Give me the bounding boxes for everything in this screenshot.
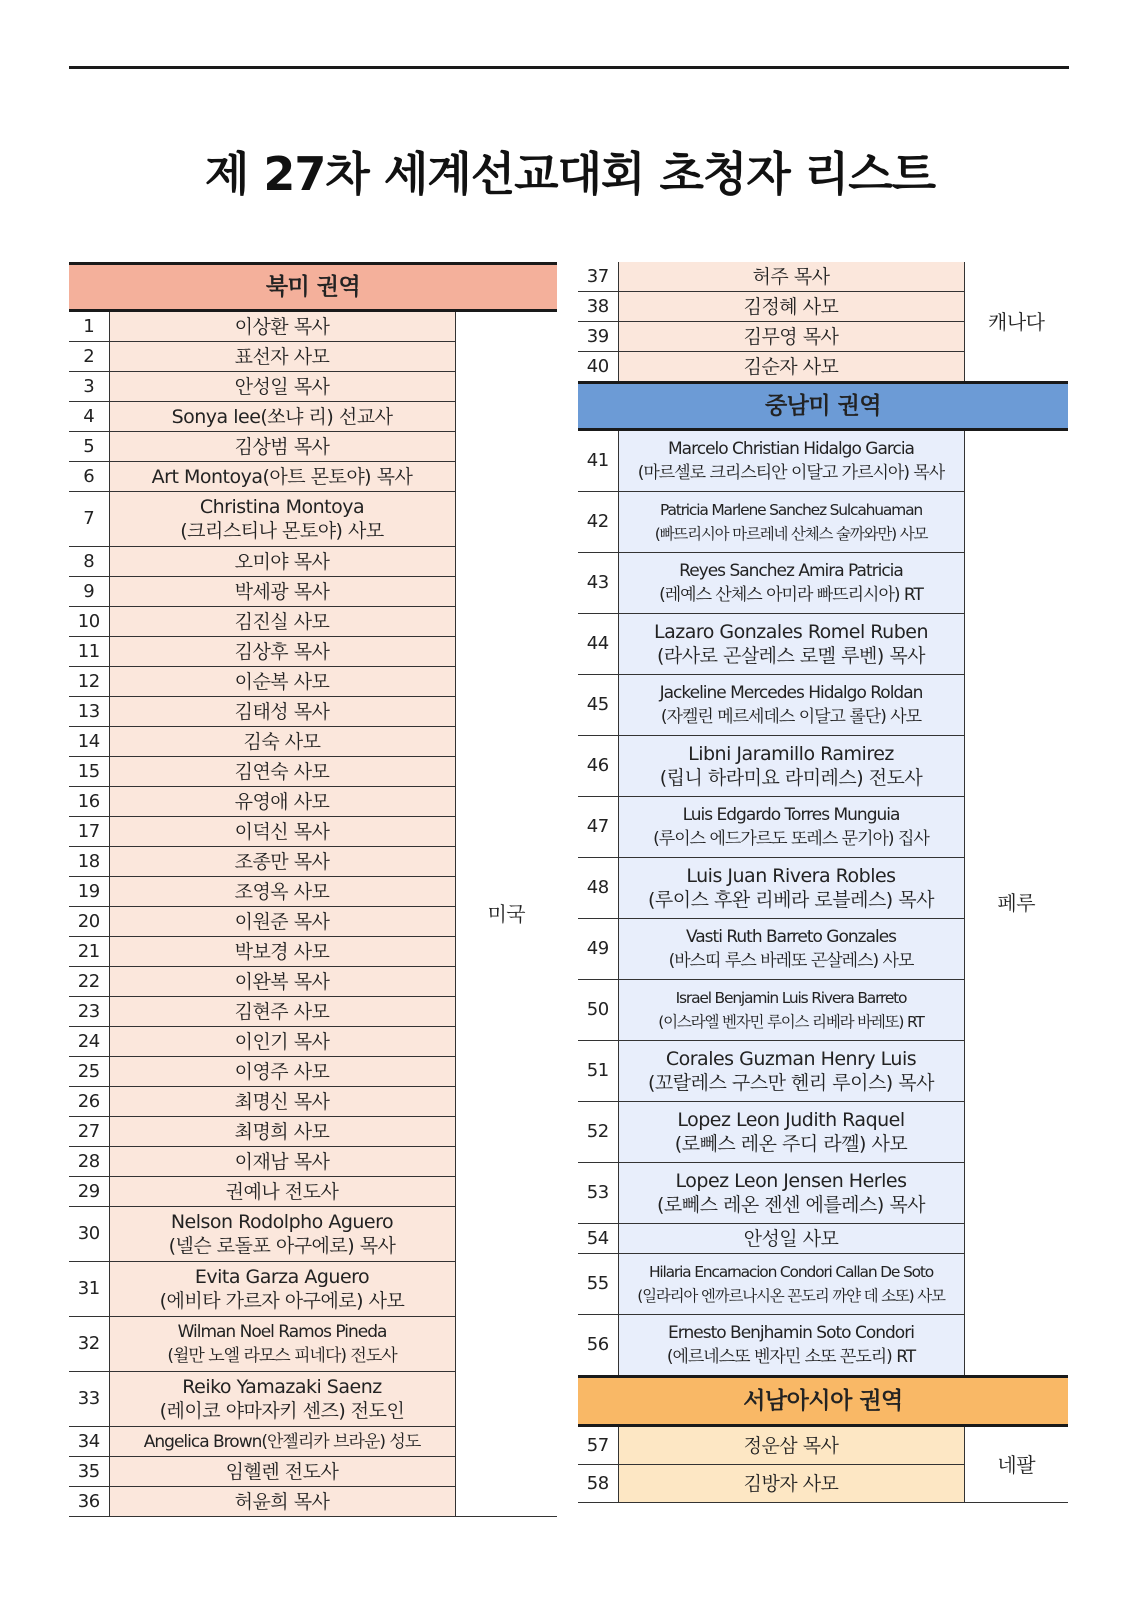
invitee-name (618, 1163, 964, 1224)
row-number: 28 (69, 1147, 109, 1177)
invitee-name-line: (일라리아 엔까르나시온 꼰도리 까얀 데 소또) 사모 (637, 1287, 945, 1305)
row-number: 43 (578, 553, 618, 614)
invitee-name-line: 박세광 목사 (234, 580, 330, 603)
invitee-name (109, 727, 455, 757)
invitee-name-line: (루이스 에드가르도 또레스 문기아) 집사 (653, 829, 929, 849)
row-number: 47 (578, 797, 618, 858)
invitee-name (109, 757, 455, 787)
row-number: 53 (578, 1163, 618, 1224)
invitee-name-line: 김숙 사모 (243, 730, 321, 753)
invitee-name-line: 이상환 목사 (234, 315, 330, 338)
invitee-name-line: (바스띠 루스 바레또 곤살레스) 사모 (668, 951, 914, 971)
table-row (69, 311, 557, 342)
invitee-name-line: (에비타 가르자 아구에로) 사모 (159, 1290, 405, 1312)
row-number: 44 (578, 614, 618, 675)
invitee-name-line: 오미야 목사 (234, 550, 330, 573)
invitee-name (109, 1317, 455, 1372)
invitee-name-line: (자켈린 메르세데스 이달고 롤단) 사모 (660, 707, 922, 727)
invitee-name-line: Reiko Yamazaki Saenz (182, 1376, 382, 1398)
invitee-name-line: (넬슨 로돌포 아구에로) 목사 (168, 1235, 396, 1257)
top-rule (69, 66, 1069, 69)
invitee-name-line: 김상후 목사 (234, 640, 330, 663)
invitee-name-line: 안성일 목사 (234, 375, 330, 398)
row-number: 3 (69, 372, 109, 402)
invitee-name-line: (루이스 후완 리베라 로블레스) 목사 (648, 889, 934, 911)
invitee-name-line: (크리스티나 몬토야) 사모 (180, 520, 384, 542)
invitee-name (618, 614, 964, 675)
row-number: 45 (578, 675, 618, 736)
row-number: 10 (69, 607, 109, 637)
invitee-name (109, 577, 455, 607)
invitee-name (109, 637, 455, 667)
invitee-name-line: 정운삼 목사 (743, 1434, 839, 1457)
row-number: 34 (69, 1427, 109, 1457)
invitee-name-line: Israel Benjamin Luis Rivera Barreto (675, 989, 907, 1007)
invitee-name (618, 553, 964, 614)
invitee-name (618, 1041, 964, 1102)
row-number: 38 (578, 292, 618, 322)
row-number: 48 (578, 858, 618, 919)
invitee-name-line: (립니 하라미요 라미레스) 전도사 (659, 767, 923, 789)
invitee-name-line: Christina Montoya (199, 496, 365, 518)
invitee-name-line: 최명신 목사 (234, 1090, 330, 1113)
row-number: 46 (578, 736, 618, 797)
country-label: 캐나다 (964, 262, 1068, 383)
invitee-name (618, 1465, 964, 1503)
invitee-name-line: Luis Edgardo Torres Munguia (682, 805, 900, 825)
invitee-name (618, 322, 964, 352)
row-number: 42 (578, 492, 618, 553)
invitee-name-line: Lazaro Gonzales Romel Ruben (654, 621, 928, 643)
invitee-name-line: Vasti Ruth Barreto Gonzales (685, 927, 897, 947)
invitee-name-line: 이덕신 목사 (234, 820, 330, 843)
row-number: 6 (69, 462, 109, 492)
row-number: 26 (69, 1087, 109, 1117)
invitee-name-line: (에르네스또 벤자민 소또 꼰도리) RT (666, 1347, 916, 1367)
row-number: 58 (578, 1465, 618, 1503)
invitee-name-line: Wilman Noel Ramos Pineda (177, 1322, 387, 1342)
invitee-name (618, 858, 964, 919)
row-number: 35 (69, 1457, 109, 1487)
invitee-name (109, 547, 455, 577)
row-number: 36 (69, 1487, 109, 1517)
invitee-name (109, 492, 455, 547)
invitee-name-line: 유영애 사모 (234, 790, 330, 813)
invitee-name-line: 권예나 전도사 (225, 1180, 339, 1203)
invitee-name (109, 997, 455, 1027)
invitee-name-line: Angelica Brown(안젤리카 브라운) 성도 (143, 1431, 421, 1452)
row-number: 54 (578, 1224, 618, 1254)
invitee-name-line: 김현주 사모 (234, 1000, 330, 1023)
invitee-name-line: Reyes Sanchez Amira Patricia (679, 561, 903, 581)
invitee-name-line: (로뻬스 레온 젠센 에를레스) 목사 (656, 1194, 926, 1216)
invitee-name (109, 967, 455, 997)
invitee-name-line: 김무영 목사 (743, 325, 839, 348)
invitee-name-line: 표선자 사모 (234, 345, 330, 368)
invitee-name-line: 임헬렌 전도사 (225, 1460, 339, 1483)
invitee-name (109, 1487, 455, 1517)
row-number: 52 (578, 1102, 618, 1163)
invitee-name-line: 이완복 목사 (234, 970, 330, 993)
invitee-name (109, 402, 455, 432)
table-row (578, 262, 1068, 292)
row-number: 40 (578, 352, 618, 383)
country-label: 네팔 (964, 1426, 1068, 1503)
invitee-name (109, 1117, 455, 1147)
invitee-name (109, 877, 455, 907)
invitee-name (109, 607, 455, 637)
row-number: 23 (69, 997, 109, 1027)
invitee-name-line: 김순자 사모 (743, 355, 839, 378)
table-row (578, 1426, 1068, 1465)
row-number: 33 (69, 1372, 109, 1427)
invitee-name (618, 430, 964, 492)
invitee-name (618, 352, 964, 383)
country-label: 미국 (455, 311, 557, 1517)
row-number: 13 (69, 697, 109, 727)
row-number: 30 (69, 1207, 109, 1262)
region-header-row (69, 264, 557, 311)
invitee-name-line: 이재남 목사 (234, 1150, 330, 1173)
invitee-name-line: Ernesto Benjhamin Soto Condori (668, 1323, 914, 1343)
invitee-name-line: (라사로 곤살레스 로멜 루벤) 목사 (656, 645, 926, 667)
invitee-name (618, 1102, 964, 1163)
invitee-name-line: (꼬랄레스 구스만 헨리 루이스) 목사 (648, 1072, 934, 1094)
invitee-name-line: 허주 목사 (752, 265, 830, 288)
invitee-name-line: Libni Jaramillo Ramirez (688, 743, 894, 765)
invitee-name-line: Hilaria Encarnacion Condori Callan De Soto (648, 1263, 934, 1281)
row-number: 55 (578, 1254, 618, 1315)
invitee-name (618, 980, 964, 1041)
row-number: 11 (69, 637, 109, 667)
invitee-name (618, 675, 964, 736)
invitee-name (109, 847, 455, 877)
invitee-name (109, 342, 455, 372)
invitee-name (109, 1177, 455, 1207)
invitee-name-line: 김연숙 사모 (234, 760, 330, 783)
invitee-name (618, 292, 964, 322)
invitee-name-line: Sonya lee(쏘냐 리) 선교사 (171, 405, 393, 428)
invitee-name (109, 1087, 455, 1117)
invitee-name-line: Luis Juan Rivera Robles (686, 865, 896, 887)
invitee-name-line: Corales Guzman Henry Luis (665, 1048, 917, 1070)
invitee-name-line: 안성일 사모 (743, 1227, 839, 1250)
row-number: 2 (69, 342, 109, 372)
invitee-name (109, 817, 455, 847)
country-label: 페루 (964, 430, 1068, 1377)
row-number: 12 (69, 667, 109, 697)
invitee-name (109, 1027, 455, 1057)
row-number: 31 (69, 1262, 109, 1317)
invitee-name-line: (레이코 야마자키 센즈) 전도인 (159, 1400, 405, 1422)
invitee-name-line: Lopez Leon Judith Raquel (677, 1109, 905, 1131)
invitee-name-line: Lopez Leon Jensen Herles (675, 1170, 907, 1192)
row-number: 27 (69, 1117, 109, 1147)
row-number: 50 (578, 980, 618, 1041)
invitee-name (109, 1147, 455, 1177)
invitee-name (618, 736, 964, 797)
invitee-name-line: 이원준 목사 (234, 910, 330, 933)
row-number: 16 (69, 787, 109, 817)
invitee-name (109, 372, 455, 402)
invitee-name-line: 김태성 목사 (234, 700, 330, 723)
invitee-name-line: (레예스 산체스 아미라 빠뜨리시아) RT (659, 585, 923, 605)
row-number: 9 (69, 577, 109, 607)
region-header: 서남아시아 권역 (578, 1377, 1068, 1426)
row-number: 20 (69, 907, 109, 937)
invitee-name-line: 박보경 사모 (234, 940, 330, 963)
row-number: 8 (69, 547, 109, 577)
row-number: 1 (69, 311, 109, 342)
row-number: 24 (69, 1027, 109, 1057)
invitee-name (618, 919, 964, 980)
invitee-name-line: Nelson Rodolpho Aguero (170, 1211, 394, 1233)
table-row (578, 430, 1068, 492)
invitee-name-line: Jackeline Mercedes Hidalgo Roldan (659, 683, 923, 703)
invitee-name (618, 797, 964, 858)
row-number: 4 (69, 402, 109, 432)
north-america-table (69, 262, 557, 1517)
row-number: 17 (69, 817, 109, 847)
invitee-name (109, 462, 455, 492)
row-number: 51 (578, 1041, 618, 1102)
invitee-name-line: (윌만 노엘 라모스 피네다) 전도사 (167, 1346, 397, 1366)
invitee-name-line: 김방자 사모 (743, 1472, 839, 1495)
invitee-name-line: (빠뜨리시아 마르레네 산체스 술까와만) 사모 (654, 525, 928, 543)
invitee-name-line: (로뻬스 레온 주디 라껠) 사모 (674, 1133, 908, 1155)
invitee-name (109, 697, 455, 727)
invitee-name-line: 이인기 목사 (234, 1030, 330, 1053)
row-number: 7 (69, 492, 109, 547)
right-column-table (578, 262, 1068, 1503)
invitee-name-line: Patricia Marlene Sanchez Sulcahuaman (660, 501, 922, 519)
invitee-name (109, 1372, 455, 1427)
invitee-name (109, 1057, 455, 1087)
invitee-name (109, 432, 455, 462)
invitee-name-line: Marcelo Christian Hidalgo Garcia (668, 439, 914, 459)
row-number: 14 (69, 727, 109, 757)
invitee-name (109, 1207, 455, 1262)
row-number: 29 (69, 1177, 109, 1207)
region-header-row (578, 1377, 1068, 1426)
region-header-row (578, 383, 1068, 430)
invitee-name-line: 김진실 사모 (234, 610, 330, 633)
invitee-name-line: 최명희 사모 (234, 1120, 330, 1143)
row-number: 19 (69, 877, 109, 907)
row-number: 57 (578, 1426, 618, 1465)
invitee-name (109, 787, 455, 817)
invitee-name (109, 1262, 455, 1317)
row-number: 37 (578, 262, 618, 292)
invitee-name (618, 1315, 964, 1377)
invitee-name (618, 1426, 964, 1465)
invitee-name (109, 937, 455, 967)
invitee-name (109, 311, 455, 342)
invitee-name-line: 김상범 목사 (234, 435, 330, 458)
region-header: 북미 권역 (69, 264, 557, 311)
invitee-name-line: 허윤희 목사 (234, 1490, 330, 1513)
invitee-name-line: 조종만 목사 (234, 850, 330, 873)
invitee-name (618, 262, 964, 292)
invitee-name-line: 조영옥 사모 (234, 880, 330, 903)
invitee-name (618, 1254, 964, 1315)
invitee-name (618, 1224, 964, 1254)
invitee-name (109, 1457, 455, 1487)
row-number: 21 (69, 937, 109, 967)
invitee-name-line: 이영주 사모 (234, 1060, 330, 1083)
row-number: 18 (69, 847, 109, 877)
row-number: 56 (578, 1315, 618, 1377)
invitee-name-line: 이순복 사모 (234, 670, 330, 693)
row-number: 32 (69, 1317, 109, 1372)
row-number: 41 (578, 430, 618, 492)
invitee-name (109, 667, 455, 697)
row-number: 25 (69, 1057, 109, 1087)
row-number: 22 (69, 967, 109, 997)
row-number: 5 (69, 432, 109, 462)
row-number: 15 (69, 757, 109, 787)
invitee-name (109, 907, 455, 937)
invitee-name-line: (마르셀로 크리스티안 이달고 가르시아) 목사 (637, 463, 945, 483)
invitee-name (618, 492, 964, 553)
page-title: 제 27차 세계선교대회 초청자 리스트 (204, 147, 936, 201)
region-header: 중남미 권역 (578, 383, 1068, 430)
invitee-name-line: Evita Garza Aguero (194, 1266, 370, 1288)
invitee-name-line: Art Montoya(아트 몬토야) 목사 (151, 465, 413, 488)
invitee-name (109, 1427, 455, 1457)
invitee-name-line: (이스라엘 벤자민 루이스 리베라 바레또) RT (658, 1013, 924, 1031)
invitee-name-line: 김정혜 사모 (743, 295, 839, 318)
row-number: 39 (578, 322, 618, 352)
row-number: 49 (578, 919, 618, 980)
